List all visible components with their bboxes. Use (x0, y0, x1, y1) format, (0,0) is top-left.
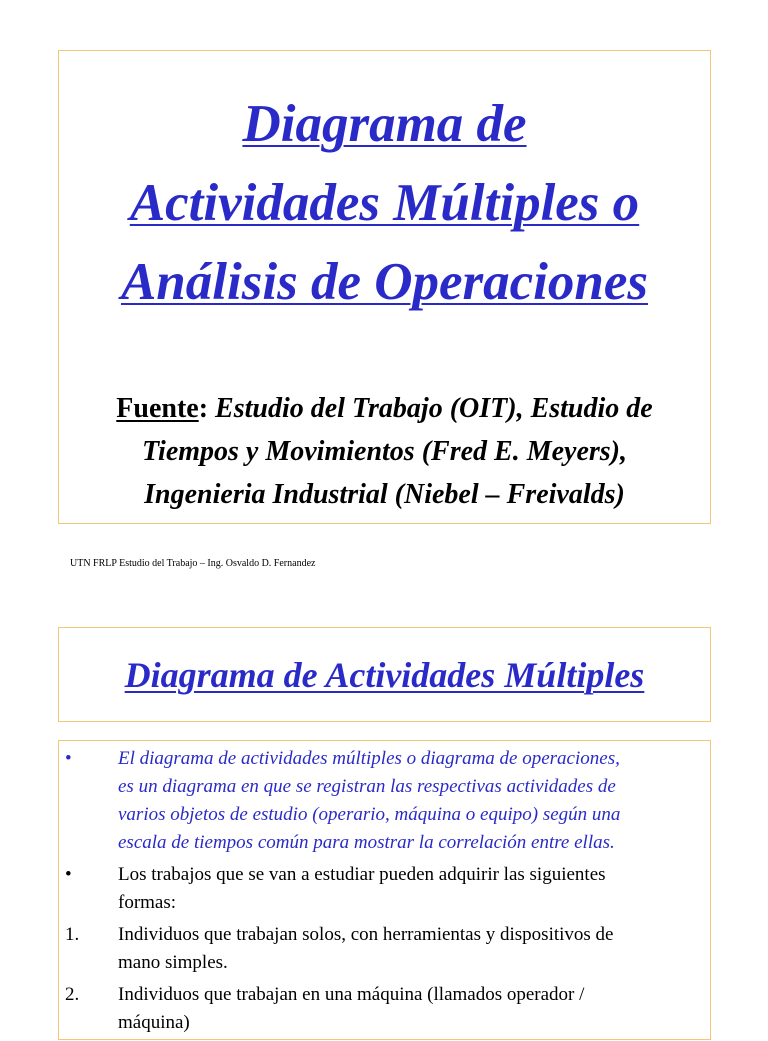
source-text-2: Tiempos y Movimientos (Fred E. Meyers), (141, 436, 627, 467)
number-marker: 1. (65, 924, 80, 945)
page-footer: UTN FRLP Estudio del Trabajo – Ing. Osvaldo D. Fernandez (70, 558, 316, 569)
section-title-box (58, 627, 711, 722)
source-text-3: Ingenieria Industrial (Niebel – Freivalds) (144, 479, 625, 510)
list-item-line: máquina) (118, 1012, 190, 1033)
main-title-line-3: Análisis de Operaciones (120, 253, 649, 311)
list-item (59, 861, 710, 917)
main-title-line-1: Diagrama de (242, 95, 527, 153)
main-title-line-2: Actividades Múltiples o (129, 174, 640, 232)
content-list (59, 745, 710, 1041)
source-text-1: Estudio del Trabajo (OIT), Estudio de (215, 393, 653, 424)
list-item (59, 921, 710, 977)
source-colon: : (198, 393, 209, 424)
list-item-line: formas: (118, 892, 177, 913)
list-item-line: mano simples. (118, 952, 228, 973)
title-slide (58, 50, 711, 524)
main-title (59, 85, 710, 322)
bullet-marker: • (65, 748, 72, 769)
source-citation (59, 387, 710, 516)
list-item-line: varios objetos de estudio (operario, máquina o equipo) según una (118, 804, 621, 825)
list-item-line: escala de tiempos común para mostrar la correlación entre ellas. (118, 832, 615, 853)
list-item-line: es un diagrama en que se registran las respectivas actividades de (118, 776, 616, 797)
number-marker: 2. (65, 984, 80, 1005)
source-line-1 (59, 387, 710, 430)
content-box (58, 740, 711, 1040)
list-item-line: Los trabajos que se van a estudiar pueden adquirir las siguientes (118, 864, 606, 885)
source-label: Fuente (116, 393, 199, 424)
section-title: Diagrama de Actividades Múltiples (124, 654, 645, 695)
list-item (59, 981, 710, 1037)
list-item-line: Individuos que trabajan en una máquina (llamados operador / (118, 984, 585, 1005)
list-item-line: Individuos que trabajan solos, con herramientas y dispositivos de (118, 924, 614, 945)
list-item-line: El diagrama de actividades múltiples o diagrama de operaciones, (118, 748, 620, 769)
list-item (59, 745, 710, 857)
bullet-marker: • (65, 864, 72, 885)
